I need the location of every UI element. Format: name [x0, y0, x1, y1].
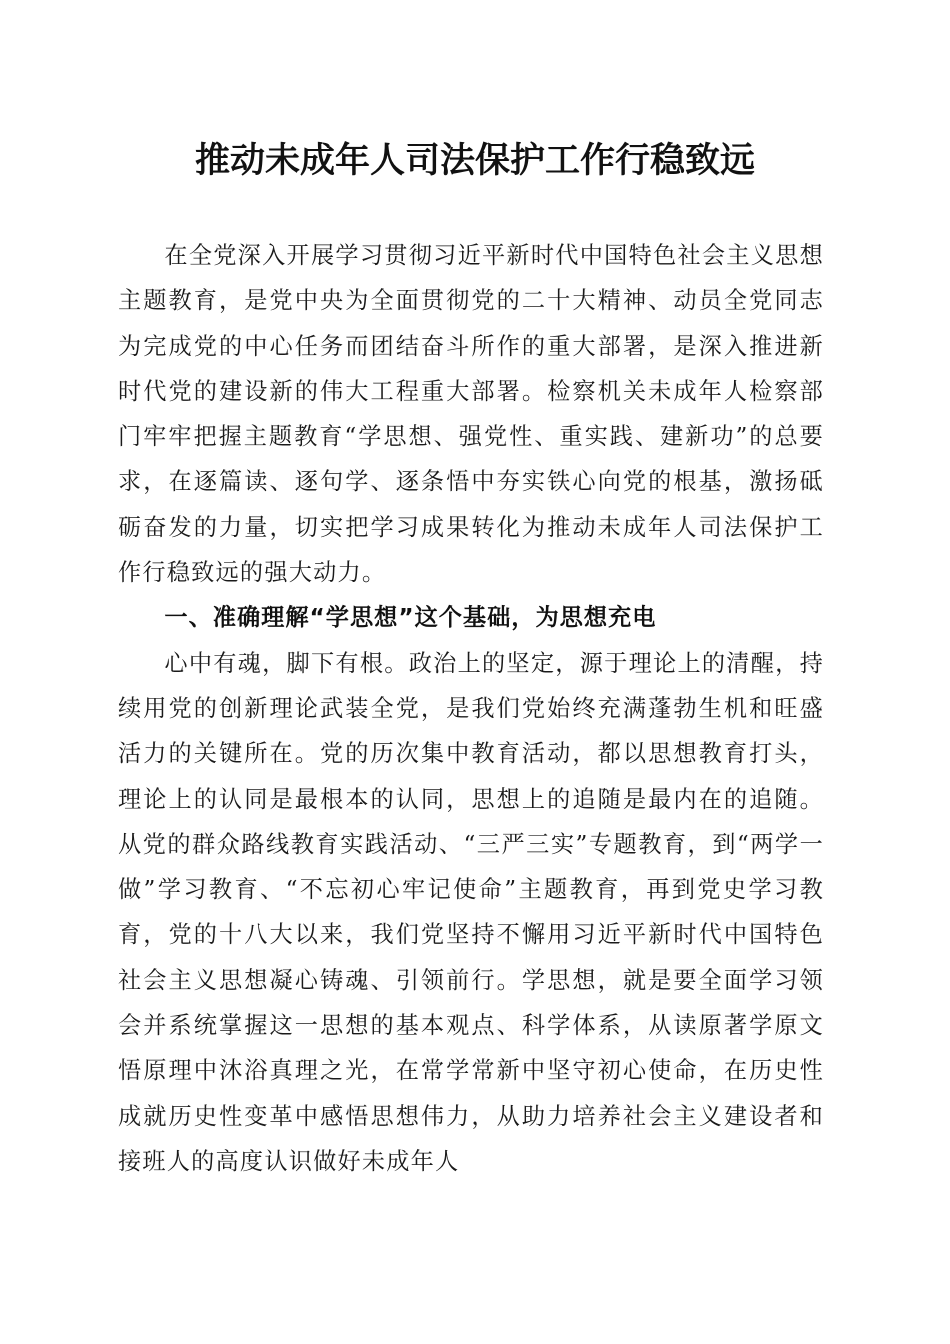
section-heading-1: 一、准确理解“学思想”这个基础，为思想充电 [164, 604, 657, 632]
document-title: 推动未成年人司法保护工作行稳致远 [194, 140, 755, 181]
document-body [118, 233, 824, 1184]
section-1-paragraph: 心中有魂，脚下有根。政治上的坚定，源于理论上的清醒，持续用党的创新理论武装全党，是我们党始终充满蓬勃生机和旺盛活力的关键所在。党的历次集中教育活动，都以思想教育打头，理论上的认同是最根本的认同，思想上的追随是最内在的追随。从党的群众路线教育实践活动、“三严三实”专题教育，到“两学一做”学习教育、“不忘初心牢记使命”主题教育，再到党史学习教育，党的十八大以来，我们党坚持不懈用习近平新时代中国特色社会主义思想凝心铸魂、引领前行。学思想，就是要全面学习领会并系统掌握这一思想的基本观点、科学体系，从读原著学原文悟原理中沐浴真理之光，在常学常新中坚守初心使命，在历史性成就历史性变革中感悟思想伟力，从助力培养社会主义建设者和接班人的高度认识做好未成年人 [118, 649, 824, 1175]
intro-paragraph: 在全党深入开展学习贯彻习近平新时代中国特色社会主义思想主题教育，是党中央为全面贯彻党的二十大精神、动员全党同志为完成党的中心任务而团结奋斗所作的重大部署，是深入推进新时代党的建设新的伟大工程重大部署。检察机关未成年人检察部门牢牢把握主题教育“学思想、强党性、重实践、建新功”的总要求，在逐篇读、逐句学、逐条悟中夯实铁心向党的根基，激扬砥砺奋发的力量，切实把学习成果转化为推动未成年人司法保护工作行稳致远的强大动力。 [118, 242, 824, 587]
